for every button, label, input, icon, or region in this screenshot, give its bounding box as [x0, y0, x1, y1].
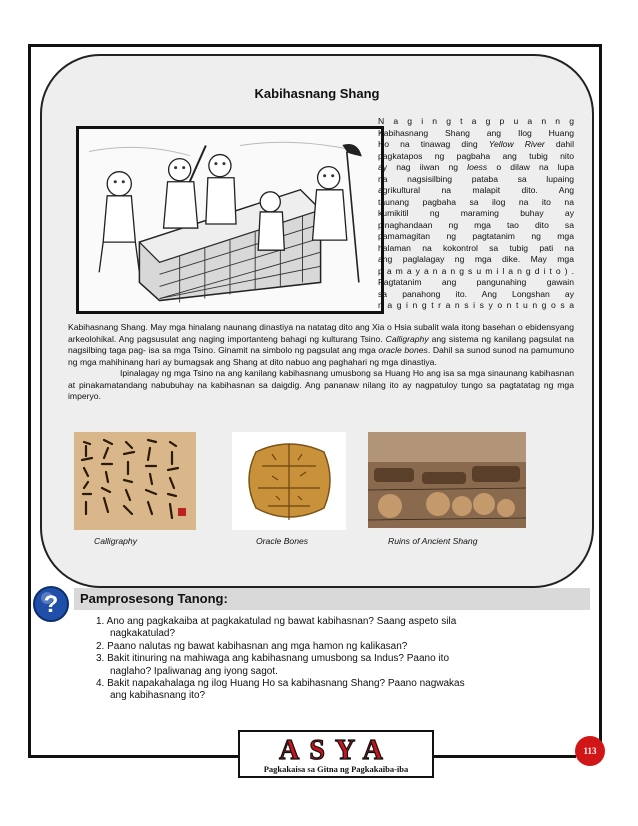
footer-rule-right	[434, 755, 576, 758]
footer-rule-left	[28, 755, 238, 758]
side-line: halaman na kokontrol sa tubig pati na	[378, 242, 574, 253]
calligraphy-image	[74, 432, 196, 530]
side-line: na nagsisilbing pataba sa lupaing	[378, 173, 574, 184]
soldiers-building-wall-icon	[79, 129, 381, 311]
side-line: kumikitil ng maraming buhay ay	[378, 208, 574, 218]
question-text: 2. Paano nalutas ng bawat kabihasnan ang mga hamon ng kalikasan?	[96, 640, 408, 652]
side-line	[378, 139, 574, 151]
ruins-photo-icon	[368, 432, 526, 528]
para1-text: . Dahil sa sunod sunod na pamumuno ng mga mahihinang hari ay bumagsak ang Shang at dito nabuo ang paghahari ng mga dinastiya.	[68, 345, 574, 367]
page-frame-top	[28, 44, 602, 47]
calligraphy-scroll-icon	[74, 432, 196, 530]
caption-ruins: Ruins of Ancient Shang	[388, 536, 478, 546]
logo-tagline: Pagkakaisa sa Gitna ng Pagkakaiba-iba	[263, 764, 409, 774]
page-frame-left	[28, 44, 31, 756]
question-item	[96, 641, 556, 653]
para1-text: Kabihasnang Shang. May mga hinalang naunang dinastiya na natatag dito ang Xia o Hsia subalit wala itong basehan o ebidensyang arkeolohikal. Ang pagsusulat ang naging importanteng bahagi ng kulturang Tsino.	[68, 322, 574, 344]
asya-logo	[238, 730, 434, 778]
side-line: N a g i n g t a g p u a n n g	[378, 116, 574, 126]
page-frame-right	[599, 44, 602, 756]
side-line: p a m a y a n a n g s u m i l a n g d i t o ) .	[378, 265, 574, 276]
oracle-bones-image	[232, 432, 346, 530]
side-line: n a g i n g t r a n s i s y o n t u n g o s a	[378, 300, 574, 310]
side-line: pamamagitan ng pagtatanim ng mga	[378, 231, 574, 241]
loess-term: loess	[467, 162, 488, 172]
yellow-river-term: Yellow River	[488, 139, 545, 149]
question-text-cont: naglaho? Ipaliwanag ang iyong sagot.	[110, 665, 278, 677]
side-line-text: o dilaw na lupa	[487, 162, 574, 172]
side-line-text: ay nag iiwan ng	[378, 162, 468, 172]
para1-text: ang sistema ng kanilang pagsulat na nagsilbing taga pag- isa sa mga Tsino. Ginamit na simbolo ng pagsulat ang mga	[68, 333, 574, 355]
shang-illustration	[76, 126, 384, 314]
caption-oracle-bones: Oracle Bones	[256, 536, 309, 546]
question-text: 3. Bakit itinuring na mahiwaga ang kabihasnang umusbong sa Indus? Paano ito	[96, 653, 450, 665]
ruins-image	[368, 432, 526, 528]
paragraph-2: Ipinalagay ng mga Tsino na ang kanilang kabihasnang umusbong sa Huang Ho ang isa sa mga sinaunang kabihasnan at pinakamatandang nabubuhay na kabihasnan sa daigdig. Ang pananaw nilang ito ay nagpatuloy tungo sa pagtatatag ng mga imperyo.	[68, 368, 574, 401]
question-text-cont: ang kabihasnang ito?	[110, 690, 206, 702]
body-text	[68, 322, 574, 403]
side-line-text: dahil	[544, 139, 574, 149]
question-text: 1. Ano ang pagkakaiba at pagkakatulad ng bawat kabihasnan? Saang aspeto sila	[96, 616, 457, 627]
logo-word: ASYA	[279, 735, 393, 766]
side-paragraph	[378, 116, 574, 312]
side-line: Pagtatanim ang pangunahing gawain	[378, 277, 574, 287]
page-title: Kabihasnang Shang	[254, 86, 380, 101]
side-line: pagkatapos ng pagbaha ang tubig nito	[378, 150, 574, 161]
questions-list	[96, 616, 556, 703]
side-line: agrikultural na malapit dito. Ang	[378, 185, 574, 195]
question-mark-icon	[32, 585, 70, 623]
caption-calligraphy: Calligraphy	[94, 536, 137, 546]
side-line: taunang pagbaha sa ilog na ito na	[378, 196, 574, 207]
question-text: 4. Bakit napakahalaga ng ilog Huang Ho sa kabihasnang Shang? Paano nagwakas	[96, 678, 465, 690]
side-line: ang paglalagay ng mga dike. May mga	[378, 254, 574, 264]
side-line	[378, 162, 574, 174]
svg-text:?: ?	[43, 591, 59, 618]
side-line: Kabihasnang Shang ang Ilog Huang	[378, 127, 574, 138]
side-line: sa panahong ito. Ang Longshan ay	[378, 288, 574, 299]
question-text-cont: nagkakatulad?	[110, 628, 176, 640]
page-number: 113	[575, 736, 605, 766]
oracle-bones-term: oracle bones	[378, 345, 428, 355]
calligraphy-term: Calligraphy	[385, 333, 429, 344]
question-item	[96, 616, 556, 641]
paragraph-1	[68, 322, 574, 368]
side-line-text: Ho na tinawag ding	[378, 139, 489, 149]
oracle-bone-icon	[232, 432, 346, 530]
questions-heading: Pamprosesong Tanong:	[74, 588, 590, 610]
content-panel	[40, 54, 594, 588]
question-item	[96, 678, 556, 703]
side-line: pinaghandaan ng mga tao dito sa	[378, 219, 574, 230]
question-item	[96, 653, 556, 678]
